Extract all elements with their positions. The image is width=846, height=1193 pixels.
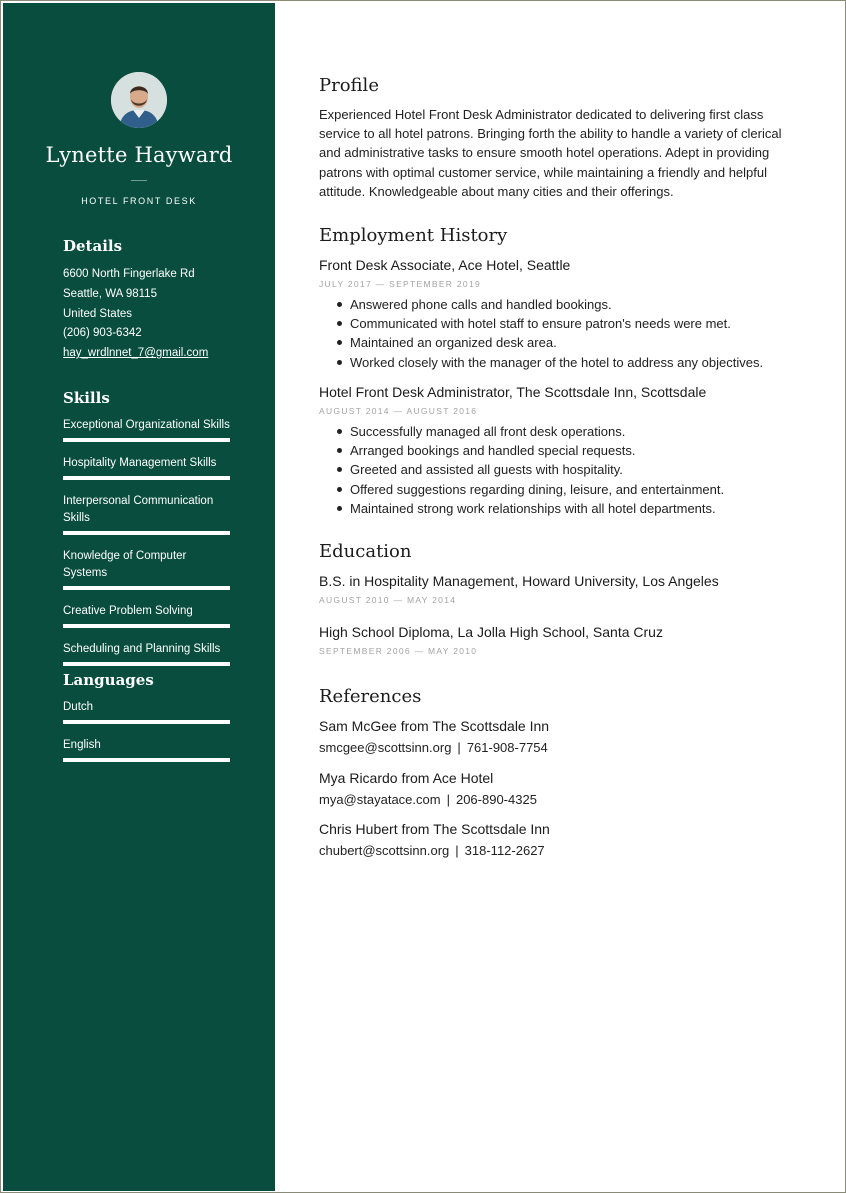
education-title: B.S. in Hospitality Management, Howard University, Los Angeles bbox=[319, 573, 719, 589]
name-divider bbox=[131, 180, 147, 181]
skill-label: Scheduling and Planning Skills bbox=[63, 643, 221, 655]
details-heading: Details bbox=[63, 237, 123, 255]
employment-heading: Employment History bbox=[319, 225, 508, 246]
candidate-name: Lynette Hayward bbox=[45, 143, 233, 167]
skill-item bbox=[63, 548, 230, 590]
skill-label: Knowledge of Computer Systems bbox=[63, 550, 187, 579]
reference-email[interactable]: mya@stayatace.com bbox=[319, 792, 441, 807]
skill-level-bar bbox=[63, 438, 230, 442]
reference-email[interactable]: smcgee@scottsinn.org bbox=[319, 740, 452, 755]
list-item: Successfully managed all front desk operations. bbox=[350, 422, 800, 441]
email-link[interactable]: hay_wrdlnnet_7@gmail.com bbox=[63, 347, 209, 360]
reference-contact bbox=[319, 843, 545, 858]
education-dates: SEPTEMBER 2006 — MAY 2010 bbox=[319, 646, 478, 656]
skill-label: Creative Problem Solving bbox=[63, 605, 193, 617]
skill-item bbox=[63, 641, 230, 666]
languages-list bbox=[63, 699, 230, 775]
country: United States bbox=[63, 307, 133, 320]
list-item: Maintained strong work relationships with all hotel departments. bbox=[350, 499, 800, 518]
skill-level-bar bbox=[63, 662, 230, 666]
skill-label: Exceptional Organizational Skills bbox=[63, 419, 230, 431]
languages-heading: Languages bbox=[63, 671, 154, 689]
skill-item bbox=[63, 603, 230, 628]
contact-separator: | bbox=[457, 740, 461, 755]
references-heading: References bbox=[319, 686, 422, 707]
skill-level-bar bbox=[63, 476, 230, 480]
job-dates: AUGUST 2014 — AUGUST 2016 bbox=[319, 406, 478, 416]
language-item bbox=[63, 737, 230, 762]
list-item: Greeted and assisted all guests with hospitality. bbox=[350, 460, 800, 479]
skill-item bbox=[63, 493, 230, 535]
reference-name: Mya Ricardo from Ace Hotel bbox=[319, 770, 494, 786]
language-level-bar bbox=[63, 720, 230, 724]
education-heading: Education bbox=[319, 541, 412, 562]
list-item: Worked closely with the manager of the hotel to address any objectives. bbox=[350, 353, 800, 372]
reference-name: Sam McGee from The Scottsdale Inn bbox=[319, 718, 550, 734]
language-level-bar bbox=[63, 758, 230, 762]
job-bullets bbox=[319, 295, 800, 372]
skill-level-bar bbox=[63, 586, 230, 590]
sidebar bbox=[3, 3, 275, 1191]
contact-separator: | bbox=[455, 843, 459, 858]
list-item: Maintained an organized desk area. bbox=[350, 333, 800, 352]
job-title: HOTEL FRONT DESK bbox=[81, 196, 197, 206]
profile-heading: Profile bbox=[319, 75, 379, 96]
skill-item bbox=[63, 417, 230, 442]
language-label: Dutch bbox=[63, 701, 94, 713]
skills-list bbox=[63, 417, 230, 679]
skill-level-bar bbox=[63, 531, 230, 535]
list-item: Communicated with hotel staff to ensure patron's needs were met. bbox=[350, 314, 800, 333]
reference-contact bbox=[319, 740, 548, 755]
skill-item bbox=[63, 455, 230, 480]
reference-contact bbox=[319, 792, 537, 807]
address-line1: 6600 North Fingerlake Rd bbox=[63, 268, 195, 280]
list-item: Arranged bookings and handled special requests. bbox=[350, 441, 800, 460]
avatar bbox=[111, 72, 167, 128]
address-line2: Seattle, WA 98115 bbox=[63, 287, 157, 300]
reference-phone: 761-908-7754 bbox=[466, 740, 548, 755]
list-item: Offered suggestions regarding dining, leisure, and entertainment. bbox=[350, 480, 800, 499]
reference-phone: 206-890-4325 bbox=[455, 792, 537, 807]
skill-label: Hospitality Management Skills bbox=[63, 457, 217, 469]
job-title-entry: Front Desk Associate, Ace Hotel, Seattle bbox=[319, 257, 571, 273]
profile-summary: Experienced Hotel Front Desk Administrator dedicated to delivering first class service to all hotel patrons. Bringing forth the ability to handle a variety of clerical and administrative tasks to ensure smooth hotel operations. Adept in providing patrons with optimal customer service, while maintaining a friendly and helpful attitude. Knowledgeable about many cities and their offerings. bbox=[319, 107, 782, 199]
job-title-entry: Hotel Front Desk Administrator, The Scottsdale Inn, Scottsdale bbox=[319, 384, 707, 400]
phone: (206) 903-6342 bbox=[63, 327, 142, 340]
education-dates: AUGUST 2010 — MAY 2014 bbox=[319, 595, 457, 605]
skill-label: Interpersonal Communication Skills bbox=[63, 495, 214, 524]
language-item bbox=[63, 699, 230, 724]
list-item: Answered phone calls and handled bookings. bbox=[350, 295, 800, 314]
skills-heading: Skills bbox=[63, 389, 110, 407]
reference-phone: 318-112-2627 bbox=[464, 843, 545, 858]
contact-separator: | bbox=[446, 792, 450, 807]
reference-name: Chris Hubert from The Scottsdale Inn bbox=[319, 821, 550, 837]
details-section bbox=[63, 265, 263, 364]
education-title: High School Diploma, La Jolla High School, Santa Cruz bbox=[319, 624, 663, 640]
reference-email[interactable]: chubert@scottsinn.org bbox=[319, 843, 450, 858]
skill-level-bar bbox=[63, 624, 230, 628]
job-bullets bbox=[319, 422, 800, 518]
language-label: English bbox=[63, 739, 101, 751]
job-dates: JULY 2017 — SEPTEMBER 2019 bbox=[319, 279, 481, 289]
